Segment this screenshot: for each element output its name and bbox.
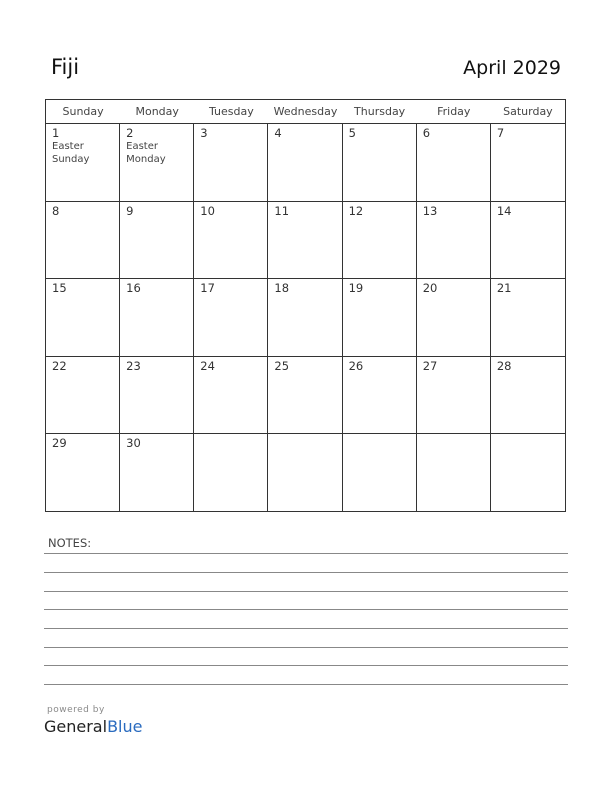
day-number: 10 xyxy=(200,203,215,218)
day-number: 27 xyxy=(422,358,438,373)
day-cell xyxy=(268,357,342,435)
day-number: 11 xyxy=(274,203,290,218)
weekday-header-wednesday: Wednesday xyxy=(273,105,338,118)
day-number: 2 xyxy=(126,126,134,140)
day-cell xyxy=(120,124,194,202)
note-line xyxy=(44,628,568,629)
day-cell xyxy=(417,357,491,435)
day-number: 19 xyxy=(348,281,364,296)
day-number: 29 xyxy=(52,436,67,451)
holiday-label: Easter Monday xyxy=(126,141,166,165)
weekday-header-friday: Friday xyxy=(437,105,471,118)
day-cell xyxy=(46,124,120,202)
day-number: 22 xyxy=(52,358,67,373)
weekday-header-tuesday: Tuesday xyxy=(208,105,254,118)
day-number: 4 xyxy=(274,126,282,140)
day-number: 25 xyxy=(274,358,290,373)
day-number: 28 xyxy=(496,358,512,373)
day-number: 20 xyxy=(422,281,438,296)
day-cell xyxy=(343,434,417,512)
holiday-label: Easter Sunday xyxy=(52,141,90,165)
day-number: 1 xyxy=(52,126,60,140)
day-number: 16 xyxy=(126,281,141,296)
day-number: 5 xyxy=(348,126,356,140)
day-cell xyxy=(268,434,342,512)
note-line xyxy=(44,647,568,648)
note-line xyxy=(44,609,568,610)
day-cell xyxy=(491,434,565,512)
day-number: 30 xyxy=(126,436,141,451)
day-number: 24 xyxy=(200,358,215,373)
weekday-header-row xyxy=(46,100,565,124)
day-cell xyxy=(194,124,268,202)
day-number: 3 xyxy=(200,126,208,140)
day-cell xyxy=(343,202,417,280)
day-cell xyxy=(491,279,565,357)
day-cell xyxy=(491,357,565,435)
day-number: 13 xyxy=(422,203,438,218)
day-cell xyxy=(417,434,491,512)
brand-blue-text: Blue xyxy=(107,717,143,736)
day-cell xyxy=(194,357,268,435)
day-cell xyxy=(417,279,491,357)
day-cell xyxy=(120,279,194,357)
notes-label: NOTES: xyxy=(48,536,92,550)
day-cell xyxy=(194,279,268,357)
day-cell xyxy=(417,124,491,202)
note-line xyxy=(44,665,568,666)
day-number: 6 xyxy=(422,126,431,140)
note-line xyxy=(44,553,568,554)
day-number: 18 xyxy=(274,281,290,296)
day-number: 15 xyxy=(52,281,67,296)
day-cell xyxy=(268,124,342,202)
day-cell xyxy=(343,279,417,357)
day-cell xyxy=(120,202,194,280)
day-cell xyxy=(46,202,120,280)
day-cell xyxy=(46,279,120,357)
note-line xyxy=(44,684,568,685)
day-cell xyxy=(268,279,342,357)
day-cell xyxy=(491,124,565,202)
day-number: 17 xyxy=(200,281,215,296)
day-number: 26 xyxy=(348,358,364,373)
day-cell xyxy=(343,124,417,202)
brand-general-text: General xyxy=(44,717,108,736)
day-number: 23 xyxy=(126,358,141,373)
day-number: 7 xyxy=(496,126,505,140)
day-cell xyxy=(120,357,194,435)
note-line xyxy=(44,572,568,573)
powered-by-text: powered by xyxy=(47,705,105,715)
weekday-header-saturday: Saturday xyxy=(503,105,553,118)
day-cell xyxy=(46,357,120,435)
note-line xyxy=(44,591,568,592)
day-cell xyxy=(194,202,268,280)
day-cell xyxy=(417,202,491,280)
weekday-header-sunday: Sunday xyxy=(62,105,104,118)
weekday-header-monday: Monday xyxy=(135,105,179,118)
day-number: 9 xyxy=(126,203,134,218)
day-cell xyxy=(343,357,417,435)
day-cell xyxy=(491,202,565,280)
weekday-header-thursday: Thursday xyxy=(354,105,406,118)
day-number: 21 xyxy=(496,281,512,296)
calendar-table xyxy=(45,99,566,512)
day-grid xyxy=(46,124,565,512)
day-cell xyxy=(120,434,194,512)
generalblue-logo xyxy=(44,717,142,736)
day-number: 14 xyxy=(496,203,512,218)
month-year-title: April 2029 xyxy=(463,57,561,79)
day-cell xyxy=(46,434,120,512)
day-number: 12 xyxy=(348,203,364,218)
country-title: Fiji xyxy=(51,55,80,79)
day-cell xyxy=(194,434,268,512)
day-cell xyxy=(268,202,342,280)
day-number: 8 xyxy=(52,203,60,218)
